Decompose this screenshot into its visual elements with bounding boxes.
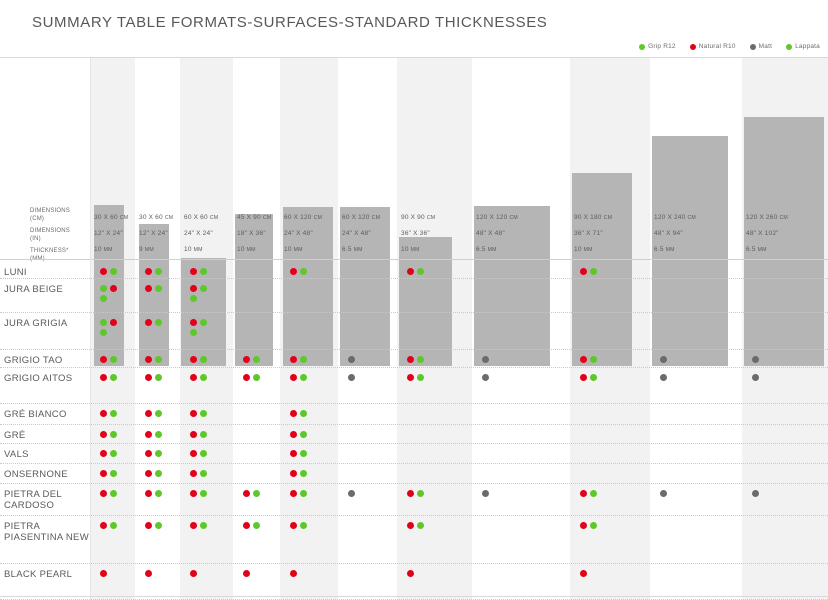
surface-cell[interactable] <box>290 450 307 457</box>
surface-cell[interactable] <box>100 431 117 438</box>
surface-cell[interactable] <box>348 490 355 497</box>
surface-dot-matt-icon <box>348 356 355 363</box>
surface-cell[interactable] <box>580 522 597 529</box>
column-header <box>574 214 612 254</box>
surface-dot-natural-icon <box>190 522 197 529</box>
row-label: BLACK PEARL <box>4 569 73 580</box>
surface-cell[interactable] <box>290 522 307 529</box>
surface-dot-grip-icon <box>155 470 162 477</box>
surface-cell[interactable] <box>243 374 260 381</box>
surface-cell[interactable] <box>100 285 126 302</box>
legend-label: Matt <box>758 43 773 50</box>
surface-dot-matt-icon <box>660 490 667 497</box>
column-header-in: 36" X 36" <box>401 230 430 237</box>
surface-cell[interactable] <box>243 570 250 577</box>
surface-cell[interactable] <box>145 570 152 577</box>
surface-dot-grip-icon <box>300 410 307 417</box>
surface-dot-grip-icon <box>100 285 107 292</box>
column-header-cm: 120 X 260 CM <box>746 214 788 221</box>
surface-dot-natural-icon <box>190 285 197 292</box>
surface-dot-natural-icon <box>145 410 152 417</box>
surface-dot-grip-icon <box>155 431 162 438</box>
surface-dot-grip-icon <box>110 470 117 477</box>
surface-dot-grip-icon <box>200 356 207 363</box>
surface-cell[interactable] <box>100 450 117 457</box>
surface-dot-natural-icon <box>190 319 197 326</box>
surface-dot-grip-icon <box>110 268 117 275</box>
surface-cell[interactable] <box>190 470 207 477</box>
surface-cell[interactable] <box>243 522 260 529</box>
surface-dot-grip-icon <box>200 410 207 417</box>
surface-dot-grip-icon <box>417 268 424 275</box>
column-header-in: 18" X 36" <box>237 230 266 237</box>
page-title: SUMMARY TABLE FORMATS-SURFACES-STANDARD THICKNESSES <box>32 14 548 31</box>
row-label: GRÉ BIANCO <box>4 409 67 420</box>
column-header-cm: 90 X 90 CM <box>401 214 436 221</box>
column-header-cm: 90 X 180 CM <box>574 214 613 221</box>
surface-dot-natural-icon <box>190 431 197 438</box>
column-header-cm: 60 X 120 CM <box>284 214 323 221</box>
column-header <box>139 214 173 254</box>
surface-cell[interactable] <box>145 319 162 326</box>
surface-dot-grip-icon <box>417 490 424 497</box>
column-header <box>94 214 128 254</box>
surface-cell[interactable] <box>660 374 667 381</box>
surface-dot-natural-icon <box>580 356 587 363</box>
column-header-in: 48" X 48" <box>476 230 505 237</box>
surface-dot-grip-icon <box>200 450 207 457</box>
column-header-mm: 10 MM <box>94 246 113 253</box>
surface-dot-natural-icon <box>407 522 414 529</box>
surface-dot-grip-icon <box>155 410 162 417</box>
surface-dot-natural-icon <box>145 268 152 275</box>
surface-dot-grip-icon <box>417 374 424 381</box>
surface-dot-grip-icon <box>200 374 207 381</box>
surface-dot-natural-icon <box>290 450 297 457</box>
surface-dot-grip-icon <box>155 285 162 292</box>
surface-dot-grip-icon <box>100 329 107 336</box>
surface-cell[interactable] <box>190 285 216 302</box>
surface-cell[interactable] <box>190 410 207 417</box>
table-row[interactable] <box>0 404 828 425</box>
column-header-cm: 60 X 60 CM <box>184 214 219 221</box>
dimension-note-line: THICKNESS* <box>30 248 69 254</box>
surface-dot-natural-icon <box>190 570 197 577</box>
surface-cell[interactable] <box>660 490 667 497</box>
row-label: VALS <box>4 449 29 460</box>
surface-dot-natural-icon <box>100 374 107 381</box>
surface-dot-natural-icon <box>243 570 250 577</box>
surface-dot-grip-icon <box>110 431 117 438</box>
surface-dot-natural-icon <box>290 410 297 417</box>
surface-cell[interactable] <box>190 490 207 497</box>
surface-dot-natural-icon <box>100 470 107 477</box>
surface-dot-grip-icon <box>253 374 260 381</box>
surface-dot-grip-icon <box>200 285 207 292</box>
surface-cell[interactable] <box>290 268 307 275</box>
surface-dot-natural-icon <box>290 522 297 529</box>
surface-dot-grip-icon <box>300 431 307 438</box>
bottom-divider <box>0 596 828 597</box>
surface-cell[interactable] <box>145 450 162 457</box>
surface-dot-grip-icon <box>155 450 162 457</box>
surface-cell[interactable] <box>407 570 414 577</box>
surface-dot-matt-icon <box>482 374 489 381</box>
surface-cell[interactable] <box>348 374 355 381</box>
column-header-mm: 6.5 MM <box>342 246 363 253</box>
surface-dot-grip-icon <box>110 410 117 417</box>
surface-dot-grip-icon <box>200 319 207 326</box>
surface-cell[interactable] <box>190 319 216 336</box>
surface-dot-grip-icon <box>253 356 260 363</box>
surface-dot-natural-icon <box>145 356 152 363</box>
surface-dot-matt-icon <box>752 356 759 363</box>
surface-dot-grip-icon <box>190 329 197 336</box>
surface-cell[interactable] <box>580 570 587 577</box>
table-row[interactable] <box>0 444 828 464</box>
surface-cell[interactable] <box>290 431 307 438</box>
surface-cell[interactable] <box>145 470 162 477</box>
surface-cell[interactable] <box>100 319 126 336</box>
column-header-mm: 10 MM <box>574 246 593 253</box>
column-header <box>284 214 322 254</box>
surface-cell[interactable] <box>190 522 207 529</box>
surface-dot-natural-icon <box>100 268 107 275</box>
surface-dot-grip-icon <box>590 268 597 275</box>
surface-dot-grip-icon <box>590 490 597 497</box>
surface-dot-natural-icon <box>243 374 250 381</box>
legend-item <box>786 43 820 50</box>
surface-dot-natural-icon <box>145 374 152 381</box>
surface-cell[interactable] <box>580 374 597 381</box>
column-header-in: 36" X 71" <box>574 230 603 237</box>
surface-dot-natural-icon <box>100 356 107 363</box>
surface-dot-matt-icon <box>348 374 355 381</box>
dimension-note-line: (CM) <box>30 216 45 222</box>
table-row[interactable] <box>0 464 828 484</box>
row-label-divider <box>90 58 91 600</box>
surface-dot-natural-icon <box>145 285 152 292</box>
row-label: PIETRA DEL CARDOSO <box>4 489 62 511</box>
surface-dot-grip-icon <box>417 356 424 363</box>
surface-dot-matt-icon <box>752 490 759 497</box>
surface-dot-grip-icon <box>110 450 117 457</box>
surface-dot-natural-icon <box>100 450 107 457</box>
surface-dot-natural-icon <box>407 356 414 363</box>
column-header-cm: 45 X 90 CM <box>237 214 272 221</box>
surface-dot-natural-icon <box>290 470 297 477</box>
surface-cell[interactable] <box>145 410 162 417</box>
surface-dot-grip-icon <box>155 490 162 497</box>
dimension-note-line: DIMENSIONS <box>30 208 71 214</box>
surface-dot-natural-icon <box>407 570 414 577</box>
surface-dot-natural-icon <box>190 410 197 417</box>
surface-dot-grip-icon <box>110 522 117 529</box>
column-header-in: 12" X 24" <box>94 230 123 237</box>
surface-cell[interactable] <box>290 490 307 497</box>
row-label: GRÉ <box>4 430 26 441</box>
row-label: PIETRA PIASENTINA NEW <box>4 521 89 543</box>
surface-dot-matt-icon <box>660 356 667 363</box>
surface-dot-natural-icon <box>100 522 107 529</box>
surface-cell[interactable] <box>145 522 162 529</box>
header-bottom-rule <box>0 259 828 260</box>
surface-cell[interactable] <box>407 356 424 363</box>
legend-label: Natural R10 <box>698 43 736 50</box>
surface-cell[interactable] <box>290 470 307 477</box>
surface-cell[interactable] <box>100 356 117 363</box>
surface-dot-grip-icon <box>155 374 162 381</box>
row-label: GRIGIO AITOS <box>4 373 73 384</box>
surface-dot-natural-icon <box>190 450 197 457</box>
surface-cell[interactable] <box>100 490 117 497</box>
surface-cell[interactable] <box>190 356 207 363</box>
surface-dot-natural-icon <box>100 490 107 497</box>
column-header-mm: 10 MM <box>237 246 256 253</box>
surface-dot-grip-icon <box>155 268 162 275</box>
surface-dot-natural-icon <box>290 570 297 577</box>
surface-dot-natural-icon <box>290 356 297 363</box>
column-header-mm: 10 MM <box>184 246 203 253</box>
surface-dot-natural-icon <box>407 490 414 497</box>
surface-dot-natural-icon <box>145 450 152 457</box>
column-header-mm: 6.5 MM <box>476 246 497 253</box>
column-header <box>654 214 696 254</box>
surface-cell[interactable] <box>290 374 307 381</box>
surface-dot-grip-icon <box>100 319 107 326</box>
surface-dot-grip-icon <box>200 490 207 497</box>
surface-dot-matt-icon <box>482 356 489 363</box>
dimension-note-line: (IN) <box>30 236 41 242</box>
legend <box>639 43 820 50</box>
column-header-in: 12" X 24" <box>139 230 168 237</box>
legend-item <box>639 43 676 50</box>
column-header-in: 24" X 24" <box>184 230 213 237</box>
row-label: LUNI <box>4 267 27 278</box>
surface-dot-grip-icon <box>200 470 207 477</box>
column-header-cm: 30 X 60 CM <box>94 214 129 221</box>
surface-dot-natural-icon <box>190 490 197 497</box>
surface-dot-natural-icon <box>407 374 414 381</box>
surface-cell[interactable] <box>482 356 489 363</box>
surface-cell[interactable] <box>290 356 307 363</box>
surface-dot-grip-icon <box>155 319 162 326</box>
surface-cell[interactable] <box>145 356 162 363</box>
surface-cell[interactable] <box>100 374 117 381</box>
table-row[interactable] <box>0 484 828 516</box>
column-header-mm: 6.5 MM <box>746 246 767 253</box>
surface-dot-grip-icon <box>155 356 162 363</box>
surface-dot-grip-icon <box>300 470 307 477</box>
surface-cell[interactable] <box>290 570 297 577</box>
surface-cell[interactable] <box>190 570 197 577</box>
surface-dot-natural-icon <box>290 374 297 381</box>
surface-dot-matt-icon <box>482 490 489 497</box>
surface-dot-natural-icon <box>145 570 152 577</box>
surface-dot-natural-icon <box>145 319 152 326</box>
column-header <box>342 214 380 254</box>
surface-dot-natural-icon <box>243 356 250 363</box>
column-header-in: 24" X 48" <box>342 230 371 237</box>
legend-dot-icon <box>690 44 696 50</box>
dimension-note <box>30 207 70 263</box>
surface-cell[interactable] <box>580 490 597 497</box>
surface-dot-natural-icon <box>100 570 107 577</box>
surface-dot-natural-icon <box>145 522 152 529</box>
surface-dot-grip-icon <box>300 522 307 529</box>
surface-dot-grip-icon <box>200 268 207 275</box>
legend-item <box>690 43 736 50</box>
surface-dot-grip-icon <box>253 522 260 529</box>
surface-dot-grip-icon <box>300 374 307 381</box>
surface-dot-natural-icon <box>580 570 587 577</box>
surface-cell[interactable] <box>290 410 307 417</box>
surface-cell[interactable] <box>752 356 759 363</box>
surface-cell[interactable] <box>100 522 117 529</box>
column-header-mm: 10 MM <box>284 246 303 253</box>
legend-label: Lappata <box>795 43 820 50</box>
column-header <box>401 214 435 254</box>
row-label: GRIGIO TAO <box>4 355 63 366</box>
surface-cell[interactable] <box>407 374 424 381</box>
surface-cell[interactable] <box>100 268 117 275</box>
row-label: ONSERNONE <box>4 469 68 480</box>
surface-dot-natural-icon <box>290 490 297 497</box>
row-label: JURA GRIGIA <box>4 318 68 329</box>
surface-cell[interactable] <box>660 356 667 363</box>
surface-cell[interactable] <box>407 268 424 275</box>
surface-dot-natural-icon <box>580 522 587 529</box>
surface-cell[interactable] <box>145 490 162 497</box>
surface-dot-natural-icon <box>243 522 250 529</box>
surface-cell[interactable] <box>580 356 597 363</box>
surface-dot-natural-icon <box>580 374 587 381</box>
surface-cell[interactable] <box>145 285 162 292</box>
column-header-cm: 30 X 60 CM <box>139 214 174 221</box>
surface-dot-grip-icon <box>300 490 307 497</box>
surface-dot-natural-icon <box>580 268 587 275</box>
column-header-mm: 9 MM <box>139 246 154 253</box>
surface-dot-grip-icon <box>417 522 424 529</box>
surface-dot-matt-icon <box>752 374 759 381</box>
legend-dot-icon <box>786 44 792 50</box>
column-header <box>184 214 218 254</box>
column-header-cm: 60 X 120 CM <box>342 214 381 221</box>
legend-dot-icon <box>639 44 645 50</box>
surface-dot-grip-icon <box>590 356 597 363</box>
surface-dot-natural-icon <box>100 410 107 417</box>
surface-dot-grip-icon <box>200 431 207 438</box>
column-header-in: 24" X 48" <box>284 230 313 237</box>
surface-dot-natural-icon <box>100 431 107 438</box>
surface-dot-natural-icon <box>145 470 152 477</box>
surface-cell[interactable] <box>190 374 207 381</box>
surface-dot-natural-icon <box>290 268 297 275</box>
surface-cell[interactable] <box>100 470 117 477</box>
surface-cell[interactable] <box>243 356 260 363</box>
surface-dot-natural-icon <box>580 490 587 497</box>
surface-dot-grip-icon <box>300 356 307 363</box>
column-header-in: 48" X 102" <box>746 230 779 237</box>
surface-cell[interactable] <box>348 356 355 363</box>
surface-dot-grip-icon <box>590 522 597 529</box>
surface-dot-grip-icon <box>200 522 207 529</box>
surface-dot-grip-icon <box>190 295 197 302</box>
legend-dot-icon <box>750 44 756 50</box>
surface-cell[interactable] <box>190 431 207 438</box>
column-header <box>237 214 271 254</box>
table-row[interactable] <box>0 564 828 600</box>
surface-dot-natural-icon <box>145 431 152 438</box>
surface-cell[interactable] <box>145 268 162 275</box>
surface-cell[interactable] <box>482 374 489 381</box>
surface-cell[interactable] <box>145 374 162 381</box>
surface-dot-natural-icon <box>110 319 117 326</box>
legend-label: Grip R12 <box>648 43 676 50</box>
surface-cell[interactable] <box>407 522 424 529</box>
surface-dot-natural-icon <box>243 490 250 497</box>
summary-table <box>0 58 828 600</box>
surface-cell[interactable] <box>100 410 117 417</box>
surface-dot-grip-icon <box>110 356 117 363</box>
surface-dot-matt-icon <box>348 490 355 497</box>
column-header <box>476 214 518 254</box>
surface-dot-grip-icon <box>155 522 162 529</box>
column-header-cm: 120 X 120 CM <box>476 214 518 221</box>
surface-dot-matt-icon <box>660 374 667 381</box>
column-header <box>746 214 788 254</box>
surface-cell[interactable] <box>145 431 162 438</box>
surface-dot-grip-icon <box>300 450 307 457</box>
column-header-in: 48" X 94" <box>654 230 683 237</box>
column-header-mm: 10 MM <box>401 246 420 253</box>
surface-dot-grip-icon <box>590 374 597 381</box>
surface-dot-natural-icon <box>290 431 297 438</box>
column-header-mm: 6.5 MM <box>654 246 675 253</box>
surface-cell[interactable] <box>407 490 424 497</box>
surface-dot-natural-icon <box>190 470 197 477</box>
dimension-note-line: DIMENSIONS <box>30 228 71 234</box>
legend-item <box>750 43 772 50</box>
surface-cell[interactable] <box>580 268 597 275</box>
surface-cell[interactable] <box>482 490 489 497</box>
surface-cell[interactable] <box>100 570 107 577</box>
surface-cell[interactable] <box>190 450 207 457</box>
surface-cell[interactable] <box>752 374 759 381</box>
surface-cell[interactable] <box>752 490 759 497</box>
surface-dot-natural-icon <box>110 285 117 292</box>
surface-dot-grip-icon <box>300 268 307 275</box>
surface-cell[interactable] <box>190 268 207 275</box>
column-header-cm: 120 X 240 CM <box>654 214 696 221</box>
surface-dot-grip-icon <box>100 295 107 302</box>
row-label: JURA BEIGE <box>4 284 63 295</box>
surface-dot-grip-icon <box>110 490 117 497</box>
surface-dot-grip-icon <box>253 490 260 497</box>
surface-dot-natural-icon <box>190 268 197 275</box>
surface-dot-natural-icon <box>407 268 414 275</box>
surface-dot-natural-icon <box>190 356 197 363</box>
surface-dot-natural-icon <box>190 374 197 381</box>
table-row[interactable] <box>0 425 828 444</box>
surface-dot-natural-icon <box>145 490 152 497</box>
surface-dot-grip-icon <box>110 374 117 381</box>
surface-cell[interactable] <box>243 490 260 497</box>
